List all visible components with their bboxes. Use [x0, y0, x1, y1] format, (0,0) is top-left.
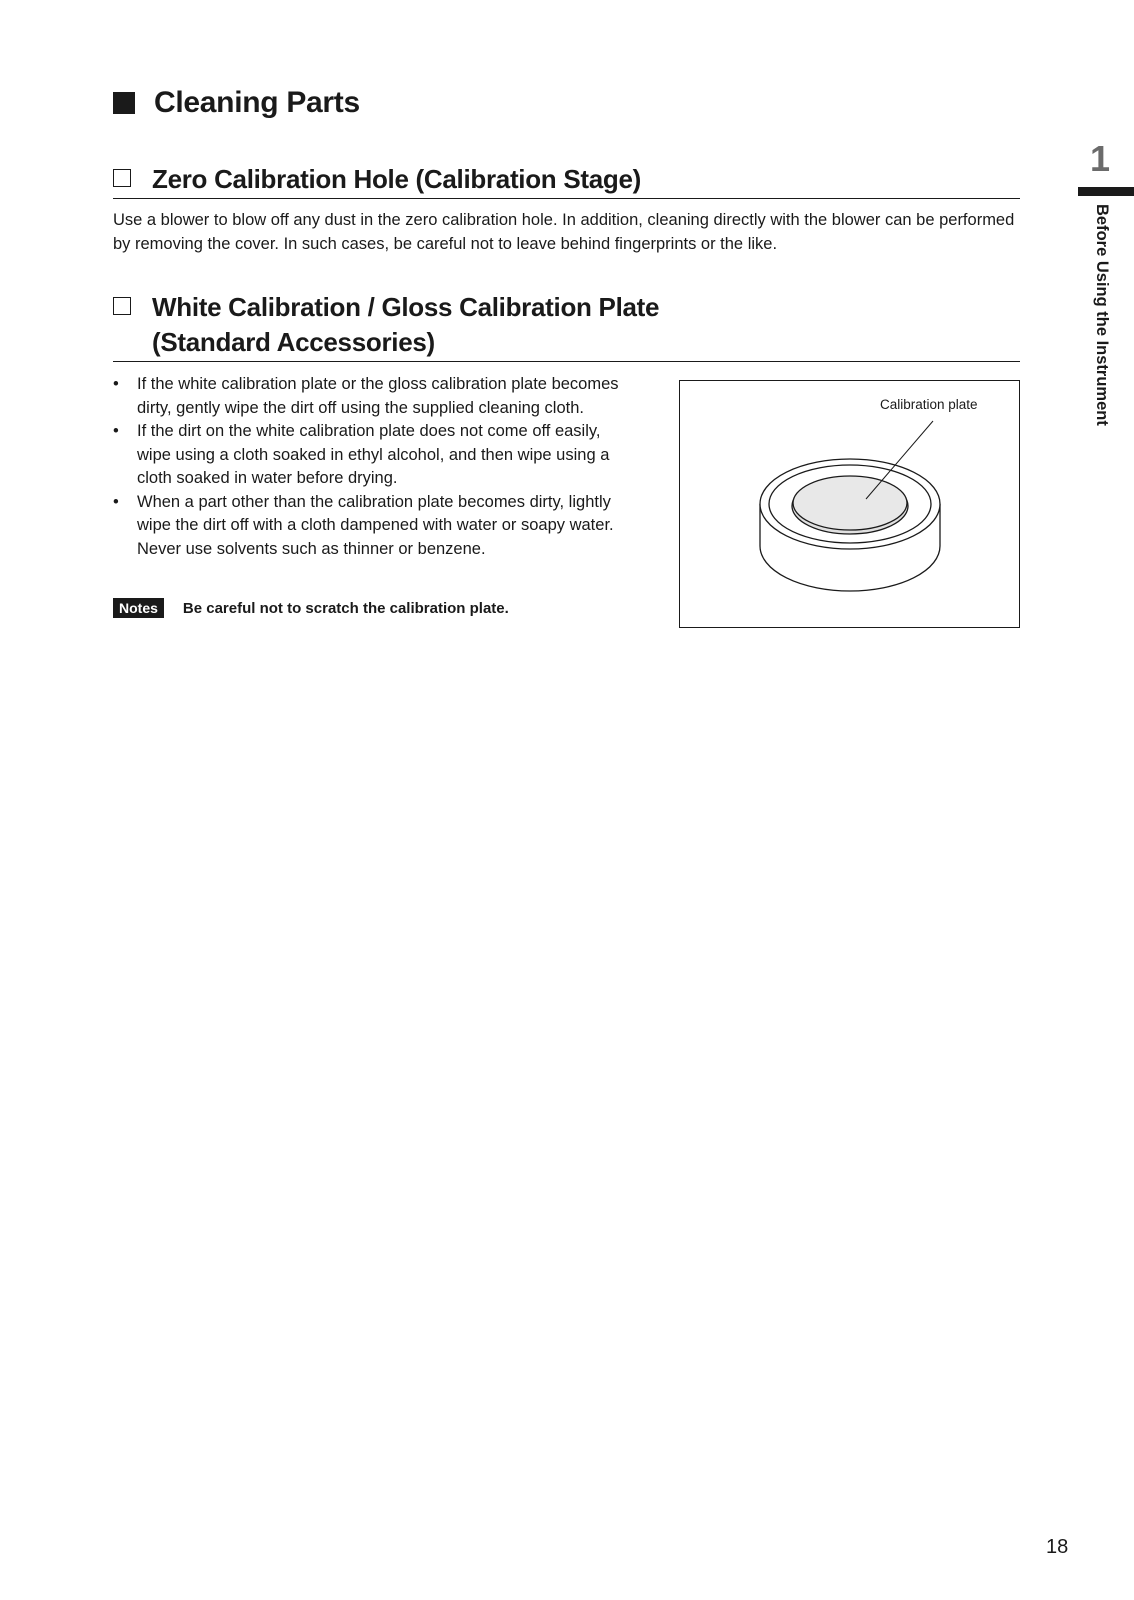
bullet-list [113, 373, 633, 561]
list-item [113, 373, 633, 420]
bullet-icon: • [113, 492, 119, 511]
list-item [113, 420, 633, 491]
chapter-title: Before Using the Instrument [1093, 204, 1111, 426]
filled-square-icon [113, 92, 135, 114]
section-paragraph: Use a blower to blow off any dust in the zero calibration hole. In addition, cleaning directly with the blower can be performed by removing the cover. In such cases, be careful not to leave behind fingerprints or the like. [113, 211, 1015, 253]
bullet-icon: • [113, 422, 119, 440]
list-item [113, 491, 633, 562]
list-item-text: When a part other than the calibration plate becomes dirty, lightly wipe the dirt off with a cloth dampened with water or soapy water. Never use solvents such as thinner or benzene. [137, 492, 614, 558]
main-heading [113, 86, 360, 120]
chapter-tab-bar [1078, 187, 1134, 196]
bullet-icon: • [113, 375, 119, 393]
section-title: Zero Calibration Hole (Calibration Stage) [152, 164, 641, 194]
outline-square-icon [113, 297, 131, 315]
section-title-line-2: (Standard Accessories) [152, 327, 435, 357]
chapter-number: 1 [1090, 138, 1111, 179]
calibration-plate-illustration [680, 381, 1021, 629]
notes [113, 598, 509, 618]
list-item-text: If the dirt on the white calibration plate does not come off easily, wipe using a cloth soaked in ethyl alcohol, and then wipe using a cloth soaked in water before drying. [137, 422, 610, 487]
list-item-text: If the white calibration plate or the gloss calibration plate becomes dirty, gently wipe the dirt off using the supplied cleaning cloth. [137, 375, 619, 417]
main-heading-title: Cleaning Parts [154, 86, 360, 119]
outline-square-icon [113, 169, 131, 187]
section-title-line-1: White Calibration / Gloss Calibration Plate [152, 292, 660, 322]
calibration-plate-figure [679, 380, 1020, 628]
page-number: 18 [1046, 1536, 1069, 1558]
notes-text: Be careful not to scratch the calibration plate. [182, 599, 509, 617]
section-heading-zero-calibration [113, 162, 1020, 199]
section-heading-calibration-plate [113, 290, 1020, 362]
notes-badge: Notes [113, 598, 164, 618]
figure-label: Calibration plate [880, 397, 978, 412]
